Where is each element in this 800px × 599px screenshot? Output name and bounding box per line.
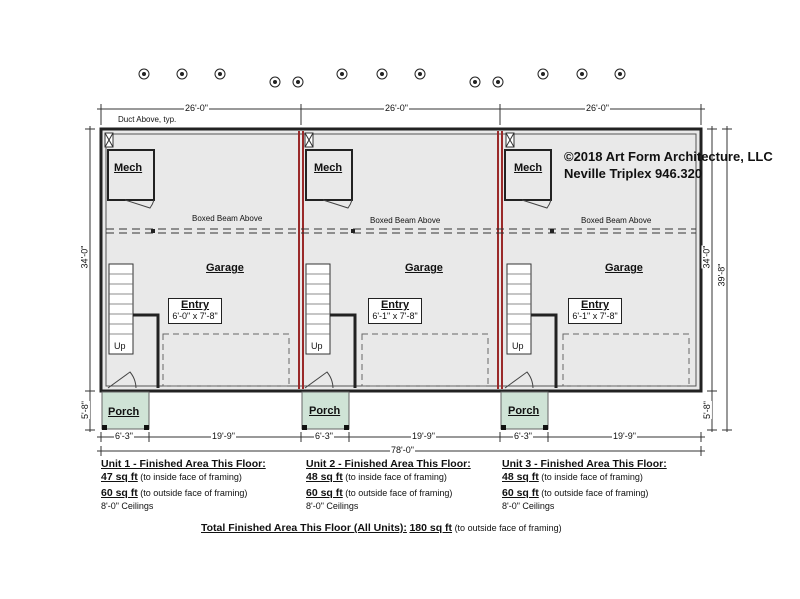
dim-bottom-6: 19'-9": [613, 431, 636, 441]
unit-area-1: [101, 458, 266, 513]
stair-up-3: Up: [512, 341, 524, 351]
unit-area-heading-3: Unit 3 - Finished Area This Floor:: [502, 458, 667, 470]
total-area-value: 180 sq ft: [409, 522, 453, 534]
copyright-block: [564, 148, 773, 182]
unit-area-heading-2: Unit 2 - Finished Area This Floor:: [306, 458, 471, 470]
unit-area-outside-1: 60 sq ft (to outside face of framing): [101, 487, 248, 499]
dim-left-height: 34'-0": [79, 245, 90, 269]
unit-area-2: [306, 458, 471, 513]
entry-label-3: Entry: [580, 299, 610, 311]
total-area-label: Total Finished Area This Floor (All Units):: [201, 522, 407, 534]
entry-label-2: Entry: [380, 299, 410, 311]
unit-area-inside-2: 48 sq ft (to inside face of framing): [306, 471, 447, 483]
garage-label-3: Garage: [605, 262, 643, 274]
porch-label-2: Porch: [309, 405, 341, 417]
dim-right-porch: 5'-8": [701, 401, 712, 419]
entry-size-1: 6'-0" x 7'-8": [172, 311, 218, 321]
unit-ceilings-3: 8'-0" Ceilings: [502, 501, 555, 511]
unit-ceilings-1: 8'-0" Ceilings: [101, 501, 154, 511]
dim-top-1: 26'-0": [185, 103, 208, 113]
unit-ceilings-2: 8'-0" Ceilings: [306, 501, 359, 511]
unit-area-3: [502, 458, 667, 513]
duct-note: Duct Above, typ.: [118, 115, 177, 124]
porch-label-3: Porch: [508, 405, 540, 417]
copyright-text: ©2018 Art Form Architecture, LLC: [564, 149, 773, 164]
dim-top-3: 26'-0": [586, 103, 609, 113]
stair-up-1: Up: [114, 341, 126, 351]
total-area-note: (to outside face of framing): [454, 523, 562, 533]
entry-label-1: Entry: [180, 299, 210, 311]
unit-area-outside-3: 60 sq ft (to outside face of framing): [502, 487, 649, 499]
porch-label-1: Porch: [108, 406, 140, 418]
dim-right-outer: 39'-8": [716, 263, 727, 287]
garage-label-1: Garage: [206, 262, 244, 274]
project-name: Neville Triplex 946.320: [564, 166, 703, 181]
beam-note-1: Boxed Beam Above: [192, 214, 263, 223]
dim-top-2: 26'-0": [385, 103, 408, 113]
beam-note-2: Boxed Beam Above: [370, 216, 441, 225]
mech-label-1: Mech: [114, 162, 143, 174]
unit-area-inside-1: 47 sq ft (to inside face of framing): [101, 471, 242, 483]
dim-bottom-2: 19'-9": [212, 431, 235, 441]
entry-label-box-3: [568, 298, 622, 324]
unit-area-inside-3: 48 sq ft (to inside face of framing): [502, 471, 643, 483]
total-area: [201, 522, 562, 534]
beam-note-3: Boxed Beam Above: [581, 216, 652, 225]
entry-size-2: 6'-1" x 7'-8": [372, 311, 418, 321]
unit-area-heading-1: Unit 1 - Finished Area This Floor:: [101, 458, 266, 470]
dim-overall-width: 78'-0": [391, 445, 414, 455]
dim-left-porch: 5'-8": [79, 401, 90, 419]
entry-size-3: 6'-1" x 7'-8": [572, 311, 618, 321]
entry-label-box-1: [168, 298, 222, 324]
dim-bottom-1: 6'-3": [115, 431, 133, 441]
unit-area-outside-2: 60 sq ft (to outside face of framing): [306, 487, 453, 499]
mech-label-3: Mech: [514, 162, 543, 174]
dim-bottom-5: 6'-3": [514, 431, 532, 441]
mech-label-2: Mech: [314, 162, 343, 174]
garage-label-2: Garage: [405, 262, 443, 274]
stair-up-2: Up: [311, 341, 323, 351]
dim-bottom-4: 19'-9": [412, 431, 435, 441]
dim-right-inner: 34'-0": [701, 245, 712, 269]
dim-bottom-3: 6'-3": [315, 431, 333, 441]
light-fixtures: [139, 69, 625, 87]
entry-label-box-2: [368, 298, 422, 324]
